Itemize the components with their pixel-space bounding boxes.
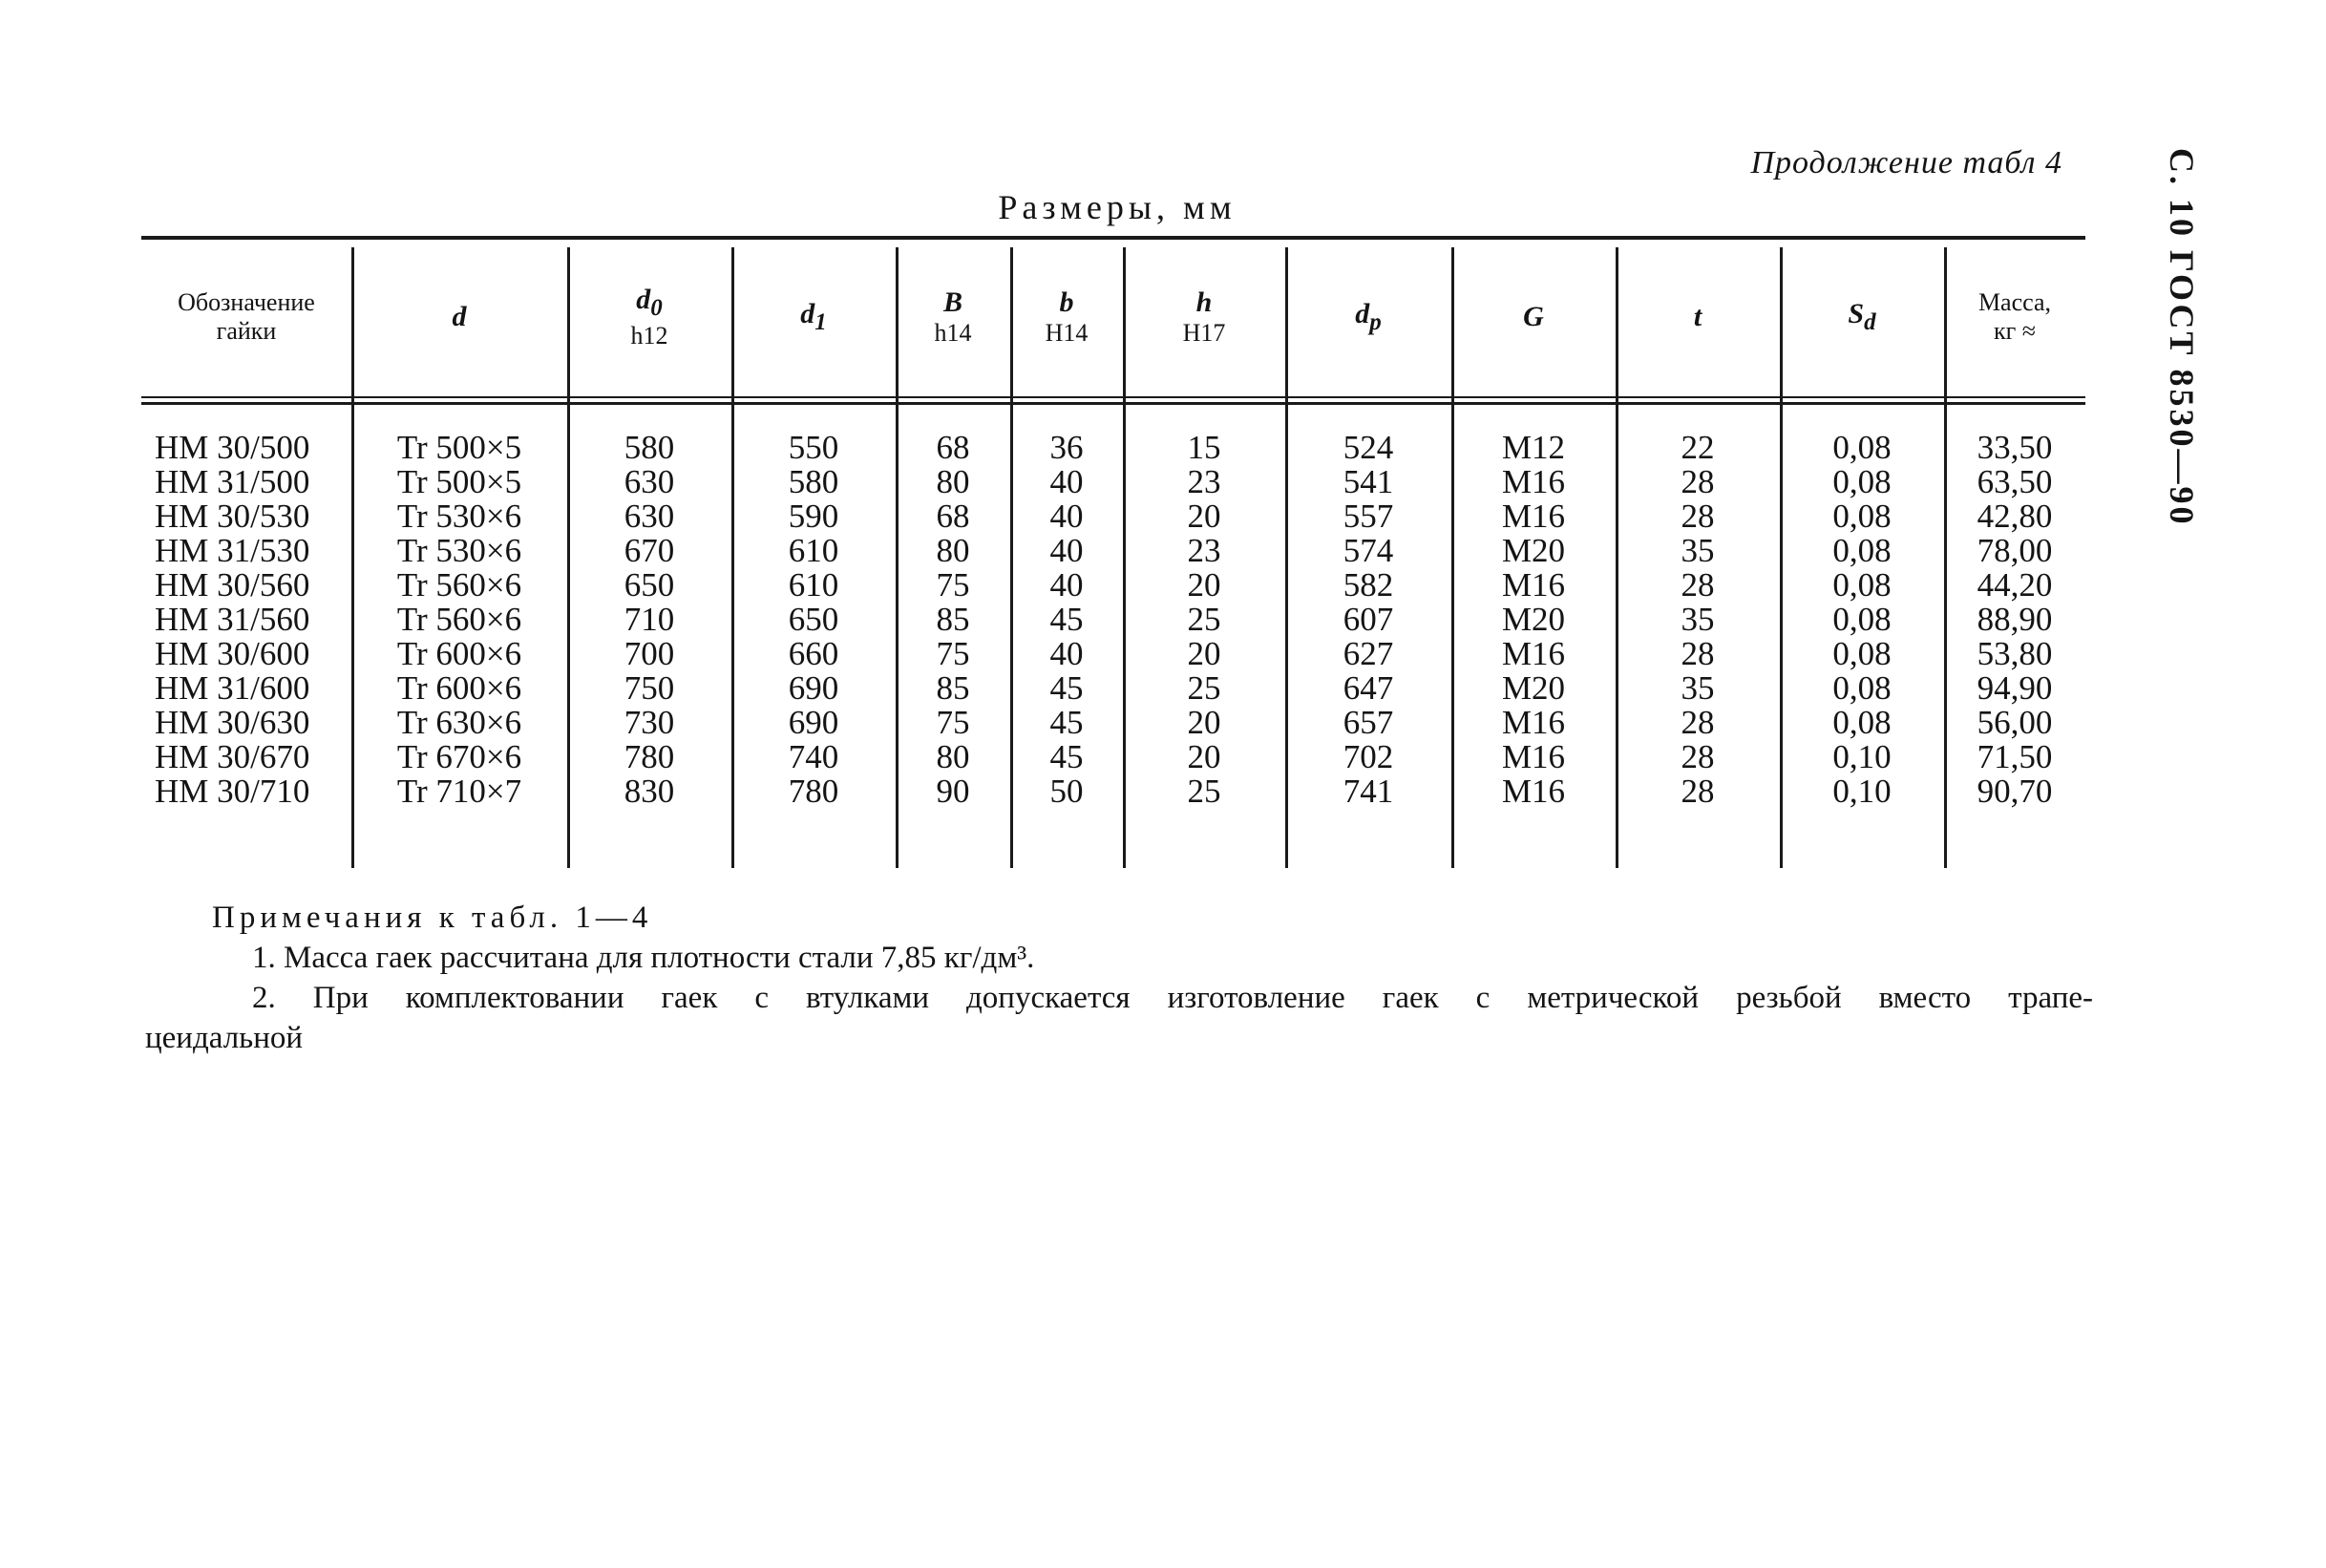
table-cell-h: 20: [1187, 566, 1221, 604]
table-cell-G: M20: [1501, 601, 1566, 638]
table-cell-mass: 71,50: [1977, 738, 2053, 775]
table-cell-b: 45: [1049, 601, 1084, 638]
table-cell-h: 25: [1187, 669, 1221, 707]
table-cell-dp: 582: [1343, 566, 1394, 604]
note-item-1: 1. Масса гаек рассчитана для плотности стали 7,85 кг/дм³.: [252, 941, 1035, 975]
table-cell-designation: НМ 31/530: [155, 532, 310, 569]
table-cell-dp: 607: [1343, 601, 1394, 638]
column-symbol-base: d: [636, 283, 651, 315]
table-cell-d1: 690: [788, 704, 839, 741]
table-cell-designation: НМ 30/500: [155, 429, 310, 466]
table-cell-Sd: 0,10: [1832, 738, 1892, 775]
table-cell-t: 28: [1681, 773, 1715, 810]
table-row: [141, 398, 2085, 465]
table-cell-b: 40: [1049, 498, 1084, 535]
table-cell-G: M16: [1501, 566, 1566, 604]
notes-block: [145, 898, 2093, 1058]
table-cell-dp: 627: [1343, 635, 1394, 672]
table-cell-B: 75: [936, 566, 970, 604]
table-row: [141, 568, 2085, 603]
table-cell-mass: 56,00: [1977, 704, 2053, 741]
table-cell-t: 28: [1681, 738, 1715, 775]
table-cell-d: Tr 630×6: [396, 704, 522, 741]
table-cell-G: M16: [1501, 773, 1566, 810]
column-symbol: [573, 284, 726, 323]
table-cell-dp: 574: [1343, 532, 1394, 569]
column-header-line: гайки: [216, 317, 277, 345]
table-cell-d1: 690: [788, 669, 839, 707]
column-symbol: [1016, 286, 1117, 320]
table-cell-dp: 557: [1343, 498, 1394, 535]
dimensions-table-wrapper: [141, 236, 2085, 878]
table-cell-h: 20: [1187, 738, 1221, 775]
column-symbol-subscript: d: [1864, 308, 1876, 335]
table-cell-B: 80: [936, 463, 970, 500]
column-symbol-base: S: [1848, 297, 1865, 329]
column-symbol: [901, 286, 1004, 320]
table-cell-B: 68: [936, 498, 970, 535]
table-cell-d0: 630: [624, 498, 675, 535]
table-cell-Sd: 0,10: [1832, 773, 1892, 810]
table-cell-b: 45: [1049, 704, 1084, 741]
table-cell-mass: 90,70: [1977, 773, 2053, 810]
column-tolerance: h14: [934, 319, 972, 348]
table-cell-dp: 657: [1343, 704, 1394, 741]
table-cell-t: 28: [1681, 635, 1715, 672]
table-cell-b: 36: [1049, 429, 1084, 466]
table-cell-designation: НМ 30/530: [155, 498, 310, 535]
note-item-2-continuation: цеидальной: [145, 1021, 304, 1055]
table-cell-G: M20: [1501, 532, 1566, 569]
table-row: [141, 534, 2085, 568]
table-cell-G: M16: [1501, 498, 1566, 535]
column-tolerance: H14: [1045, 319, 1089, 348]
table-cell-d: Tr 500×5: [396, 429, 522, 466]
table-cell-b: 40: [1049, 532, 1084, 569]
table-cell-designation: НМ 30/670: [155, 738, 310, 775]
table-cell-Sd: 0,08: [1832, 669, 1892, 707]
table-row: [141, 671, 2085, 706]
table-continuation-label: Продолжение табл 4: [1750, 145, 2062, 180]
column-symbol-subscript: p: [1369, 308, 1382, 335]
table-cell-d0: 630: [624, 463, 675, 500]
column-symbol: [1621, 301, 1774, 334]
column-tolerance: H17: [1182, 319, 1226, 348]
table-row: [141, 774, 2085, 809]
table-cell-h: 20: [1187, 635, 1221, 672]
table-cell-G: M16: [1501, 738, 1566, 775]
table-cell-b: 40: [1049, 566, 1084, 604]
column-header-h: [1123, 236, 1285, 398]
table-cell-G: M20: [1501, 669, 1566, 707]
standard-page-label: С. 10 ГОСТ 8530—90: [2163, 148, 2201, 527]
column-symbol-base: b: [1059, 286, 1074, 318]
table-cell-d1: 650: [788, 601, 839, 638]
column-symbol-base: G: [1523, 300, 1544, 332]
column-header-line: Масса,: [1977, 288, 2052, 317]
table-cell-designation: НМ 31/600: [155, 669, 310, 707]
table-cell-d1: 610: [788, 532, 839, 569]
table-cell-d: Tr 600×6: [396, 669, 522, 707]
table-cell-B: 80: [936, 532, 970, 569]
table-cell-t: 28: [1681, 463, 1715, 500]
table-header: [141, 236, 2085, 398]
column-symbol: [1291, 298, 1446, 337]
table-cell-G: M16: [1501, 635, 1566, 672]
table-cell-B: 80: [936, 738, 970, 775]
table-cell-G: M16: [1501, 463, 1566, 500]
table-cell-B: 75: [936, 635, 970, 672]
table-cell-Sd: 0,08: [1832, 532, 1892, 569]
table-cell-t: 28: [1681, 566, 1715, 604]
table-cell-dp: 702: [1343, 738, 1394, 775]
column-symbol-base: d: [452, 300, 467, 332]
table-cell-Sd: 0,08: [1832, 601, 1892, 638]
table-cell-mass: 88,90: [1977, 601, 2053, 638]
table-cell-Sd: 0,08: [1832, 498, 1892, 535]
table-cell-b: 50: [1049, 773, 1084, 810]
table-row: [141, 603, 2085, 637]
table-cell-h: 23: [1187, 532, 1221, 569]
table-cell-d: Tr 560×6: [396, 566, 522, 604]
table-cell-mass: 53,80: [1977, 635, 2053, 672]
table-cell-B: 85: [936, 669, 970, 707]
column-symbol: [357, 301, 561, 334]
column-header-line: кг ≈: [1993, 317, 2037, 345]
table-row: [141, 499, 2085, 534]
table-cell-d0: 730: [624, 704, 675, 741]
table-cell-B: 90: [936, 773, 970, 810]
table-cell-t: 35: [1681, 532, 1715, 569]
table-cell-d0: 750: [624, 669, 675, 707]
column-symbol: [1129, 286, 1279, 320]
table-row: [141, 637, 2085, 671]
column-symbol-base: t: [1693, 300, 1702, 332]
table-cell-mass: 44,20: [1977, 566, 2053, 604]
table-cell-h: 23: [1187, 463, 1221, 500]
table-cell-designation: НМ 30/600: [155, 635, 310, 672]
note-item-2: 2. При комплектовании гаек с втулками допускается изготовление гаек с метрической резьбой вместо трапе-: [252, 981, 2093, 1015]
column-symbol: [1786, 298, 1938, 337]
table-cell-dp: 524: [1343, 429, 1394, 466]
table-cell-Sd: 0,08: [1832, 429, 1892, 466]
table-cell-d0: 780: [624, 738, 675, 775]
table-cell-dp: 541: [1343, 463, 1394, 500]
column-tolerance: h12: [630, 322, 668, 350]
column-header-Sd: [1780, 236, 1944, 398]
table-cell-d: Tr 500×5: [396, 463, 522, 500]
column-header-b: [1010, 236, 1123, 398]
table-cell-t: 28: [1681, 498, 1715, 535]
table-cell-b: 45: [1049, 738, 1084, 775]
table-cell-d1: 550: [788, 429, 839, 466]
table-cell-G: M12: [1501, 429, 1566, 466]
column-symbol-base: d: [1355, 297, 1370, 329]
table-cell-designation: НМ 30/710: [155, 773, 310, 810]
table-cell-d1: 660: [788, 635, 839, 672]
table-cell-B: 85: [936, 601, 970, 638]
table-cell-d: Tr 600×6: [396, 635, 522, 672]
table-cell-B: 68: [936, 429, 970, 466]
table-cell-mass: 78,00: [1977, 532, 2053, 569]
table-cell-t: 35: [1681, 669, 1715, 707]
table-cell-h: 20: [1187, 704, 1221, 741]
table-cell-h: 20: [1187, 498, 1221, 535]
table-cell-d: Tr 670×6: [396, 738, 522, 775]
table-cell-Sd: 0,08: [1832, 704, 1892, 741]
table-cell-designation: НМ 31/560: [155, 601, 310, 638]
notes-title: Примечания к табл. 1—4: [212, 901, 653, 935]
column-header-d: [351, 236, 567, 398]
column-symbol-base: B: [942, 286, 962, 318]
table-cell-designation: НМ 30/630: [155, 704, 310, 741]
table-cell-t: 35: [1681, 601, 1715, 638]
column-symbol-subscript: 1: [814, 308, 827, 335]
table-cell-t: 22: [1681, 429, 1715, 466]
column-header-B: [896, 236, 1010, 398]
sizes-caption: Размеры, мм: [998, 188, 1237, 226]
column-symbol: [737, 298, 890, 337]
table-cell-b: 40: [1049, 635, 1084, 672]
table-cell-Sd: 0,08: [1832, 635, 1892, 672]
table-cell-b: 40: [1049, 463, 1084, 500]
column-header-designation: [141, 236, 351, 398]
table-cell-d: Tr 530×6: [396, 532, 522, 569]
table-cell-d1: 780: [788, 773, 839, 810]
table-cell-dp: 647: [1343, 669, 1394, 707]
column-header-dp: [1285, 236, 1451, 398]
table-cell-d0: 710: [624, 601, 675, 638]
column-symbol-base: h: [1195, 286, 1213, 318]
table-cell-mass: 63,50: [1977, 463, 2053, 500]
table-row: [141, 465, 2085, 499]
table-row: [141, 740, 2085, 774]
table-cell-d: Tr 530×6: [396, 498, 522, 535]
table-cell-Sd: 0,08: [1832, 566, 1892, 604]
table-header-row: [141, 236, 2085, 398]
table-cell-d1: 590: [788, 498, 839, 535]
table-cell-G: M16: [1501, 704, 1566, 741]
table-cell-h: 25: [1187, 773, 1221, 810]
table-row: [141, 706, 2085, 740]
table-cell-d1: 740: [788, 738, 839, 775]
table-cell-h: 15: [1187, 429, 1221, 466]
table-cell-d0: 580: [624, 429, 675, 466]
table-cell-d1: 610: [788, 566, 839, 604]
table-cell-designation: НМ 31/500: [155, 463, 310, 500]
table-cell-h: 25: [1187, 601, 1221, 638]
table-cell-d0: 830: [624, 773, 675, 810]
table-body: [141, 398, 2085, 809]
column-header-d0: [567, 236, 731, 398]
table-cell-d0: 700: [624, 635, 675, 672]
table-cell-t: 28: [1681, 704, 1715, 741]
column-header-G: [1451, 236, 1616, 398]
dimensions-table: [141, 236, 2085, 809]
table-cell-mass: 33,50: [1977, 429, 2053, 466]
table-cell-designation: НМ 30/560: [155, 566, 310, 604]
table-cell-d: Tr 560×6: [396, 601, 522, 638]
column-symbol-subscript: 0: [650, 294, 663, 321]
column-symbol: [1457, 301, 1610, 334]
table-cell-Sd: 0,08: [1832, 463, 1892, 500]
table-cell-mass: 42,80: [1977, 498, 2053, 535]
column-header-mass: [1944, 236, 2085, 398]
column-header-d1: [731, 236, 896, 398]
table-cell-b: 45: [1049, 669, 1084, 707]
table-cell-d0: 670: [624, 532, 675, 569]
table-cell-B: 75: [936, 704, 970, 741]
column-header-line: Обозначение: [178, 288, 315, 317]
column-symbol-base: d: [800, 297, 815, 329]
table-cell-d1: 580: [788, 463, 839, 500]
table-cell-dp: 741: [1343, 773, 1394, 810]
table-cell-mass: 94,90: [1977, 669, 2053, 707]
table-cell-d: Tr 710×7: [396, 773, 522, 810]
table-cell-d0: 650: [624, 566, 675, 604]
column-header-t: [1616, 236, 1780, 398]
